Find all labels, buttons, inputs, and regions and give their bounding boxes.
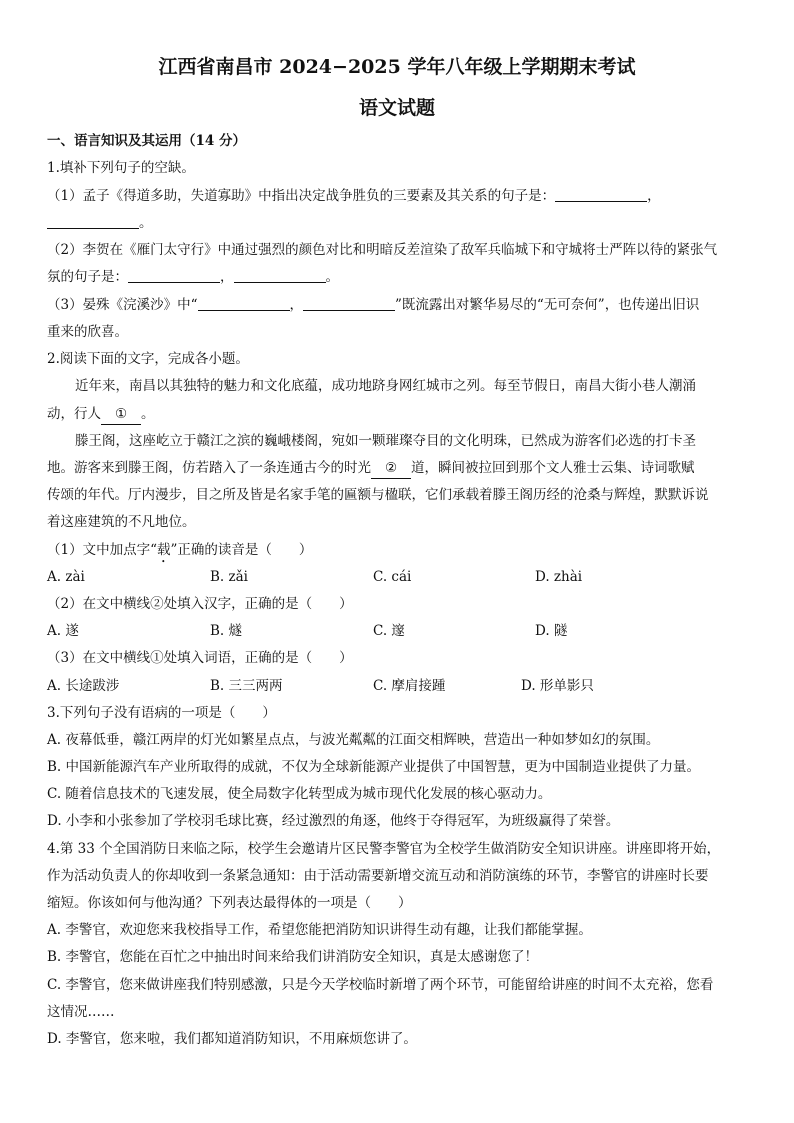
q2-sub2-option-c[interactable]: C. 邃: [373, 623, 405, 639]
stem-text: （1）文中加点字“: [47, 542, 157, 558]
q2-para2-line4: 着这座建筑的不凡地位。: [47, 514, 196, 530]
q1-stem: 1.填补下列句子的空缺。: [47, 160, 195, 176]
fill-blank[interactable]: [47, 214, 139, 229]
q2-para2-line3: 传颂的年代。厅内漫步，目之所及皆是名家手笔的匾额与楹联，它们承载着滕王阁历经的沧桑与辉煌，默默诉说: [47, 487, 709, 503]
q4-option-c[interactable]: C. 李警官，您来做讲座我们特别感激，只是今天学校临时新增了两个环节，可能留给讲座的时间不太充裕，您看: [47, 977, 714, 993]
fill-blank[interactable]: [128, 268, 220, 283]
stem-text: ”正确的读音是（ ）: [170, 542, 313, 558]
blank-2-marker: ②: [371, 458, 411, 479]
q1-part1-line2: [47, 213, 752, 233]
q3-stem: 3.下列句子没有语病的一项是（ ）: [47, 705, 276, 721]
q2-sub1-option-a[interactable]: A. zài: [47, 569, 85, 585]
blank-1-marker: ①: [101, 404, 141, 425]
para-text: 动，行人: [47, 406, 101, 422]
comma: ，: [220, 269, 234, 285]
q1-part3-tail: ”既流露出对繁华易尽的“无可奈何”，也传递出旧识: [395, 297, 700, 313]
q1-part3-line: [47, 295, 752, 315]
q2-sub3-option-b[interactable]: B. 三三两两: [210, 678, 283, 694]
comma: ，: [647, 188, 661, 204]
q4-option-b[interactable]: B. 李警官，您能在百忙之中抽出时间来给我们讲消防安全知识，真是太感谢您了！: [47, 949, 539, 965]
q2-sub1-option-b[interactable]: B. zǎi: [210, 569, 248, 585]
q2-sub2-stem: （2）在文中横线②处填入汉字，正确的是（ ）: [47, 596, 353, 612]
q2-sub1-stem: [47, 540, 752, 566]
q1-part2-line2: [47, 267, 752, 287]
dotted-char: 载: [157, 542, 171, 558]
exam-subtitle: 语文试题: [358, 97, 435, 119]
q2-sub3-option-d[interactable]: D. 形单影只: [521, 678, 594, 694]
period: 。: [325, 269, 339, 285]
q1-part2-line: （2）李贺在《雁门太守行》中通过强烈的颜色对比和明暗反差渲染了敌军兵临城下和守城将士严阵以待的紧张气: [47, 242, 718, 258]
q3-option-c[interactable]: C. 随着信息技术的飞速发展，使全局数字化转型成为城市现代化发展的核心驱动力。: [47, 786, 552, 802]
q3-option-d[interactable]: D. 小李和小张参加了学校羽毛球比赛，经过激烈的角逐，他终于夺得冠军，为班级赢得了荣誉。: [47, 813, 620, 829]
fill-blank[interactable]: [555, 187, 647, 202]
q2-para2-line2: [47, 458, 752, 479]
q1-part3-text: （3）晏殊《浣溪沙》中“: [47, 297, 198, 313]
para-text: 道，瞬间被拉回到那个文人雅士云集、诗词歌赋: [411, 460, 695, 476]
para-text: 地。游客来到滕王阁，仿若踏入了一条连通古今的时光: [47, 460, 371, 476]
period: 。: [139, 215, 153, 231]
fill-blank[interactable]: [234, 268, 326, 283]
q2-sub1-option-c[interactable]: C. cái: [373, 569, 412, 585]
q2-stem: 2.阅读下面的文字，完成各小题。: [47, 351, 249, 367]
q2-sub2-option-d[interactable]: D. 隧: [535, 623, 568, 639]
q2-para1-line1: 近年来，南昌以其独特的魅力和文化底蕴，成功地跻身网红城市之列。每至节假日，南昌大街小巷人潮涌: [75, 378, 696, 394]
q2-sub3-option-a[interactable]: A. 长途跋涉: [47, 678, 120, 694]
q2-sub3-option-c[interactable]: C. 摩肩接踵: [373, 678, 446, 694]
q3-option-b[interactable]: B. 中国新能源汽车产业所取得的成就，不仅为全球新能源产业提供了中国智慧，更为中国制造业提供了力量。: [47, 759, 701, 775]
q4-stem-line1: 4.第 33 个全国消防日来临之际，校学生会邀请片区民警李警官为全校学生做消防安全知识讲座。讲座即将开始，: [47, 841, 721, 857]
section-heading: 一、语言知识及其运用（14 分）: [47, 133, 246, 149]
q2-para1-line2: [47, 404, 752, 425]
q1-part1-text: （1）孟子《得道多助，失道寡助》中指出决定战争胜负的三要素及其关系的句子是：: [47, 188, 556, 204]
comma: ，: [289, 297, 303, 313]
q1-part2-text: 氛的句子是：: [47, 269, 128, 285]
exam-title: 江西省南昌市 2024−2025 学年八年级上学期期末考试: [158, 56, 636, 78]
q2-sub1-option-d[interactable]: D. zhài: [535, 569, 583, 585]
q4-stem-line3: 缩短。你该如何与他沟通？下列表达最得体的一项是（ ）: [47, 895, 412, 911]
q2-sub3-stem: （3）在文中横线①处填入词语，正确的是（ ）: [47, 650, 353, 666]
fill-blank[interactable]: [303, 296, 395, 311]
period: 。: [141, 406, 155, 422]
q4-option-c-cont[interactable]: 这情况……: [47, 1004, 115, 1020]
q1-part1-line: [47, 186, 752, 206]
q4-option-a[interactable]: A. 李警官，欢迎您来我校指导工作，希望您能把消防知识讲得生动有趣，让我们都能掌握。: [47, 922, 592, 938]
q2-sub2-option-a[interactable]: A. 遂: [47, 623, 79, 639]
q2-para2-line1: 滕王阁，这座屹立于赣江之滨的巍峨楼阁，宛如一颗璀璨夺目的文化明珠，已然成为游客们必选的打卡圣: [75, 433, 696, 449]
fill-blank[interactable]: [198, 296, 290, 311]
q4-stem-line2: 作为活动负责人的你却收到一条紧急通知：由于活动需要新增交流互动和消防演练的环节，李警官的讲座时长要: [47, 868, 709, 884]
q4-option-d[interactable]: D. 李警官，您来啦，我们都知道消防知识，不用麻烦您讲了。: [47, 1031, 417, 1047]
q1-part3-line2: 重来的欣喜。: [47, 324, 128, 340]
q2-sub2-option-b[interactable]: B. 燧: [210, 623, 243, 639]
q3-option-a[interactable]: A. 夜幕低垂，赣江两岸的灯光如繁星点点，与波光粼粼的江面交相辉映，营造出一种如梦如幻的氛围。: [47, 732, 660, 748]
